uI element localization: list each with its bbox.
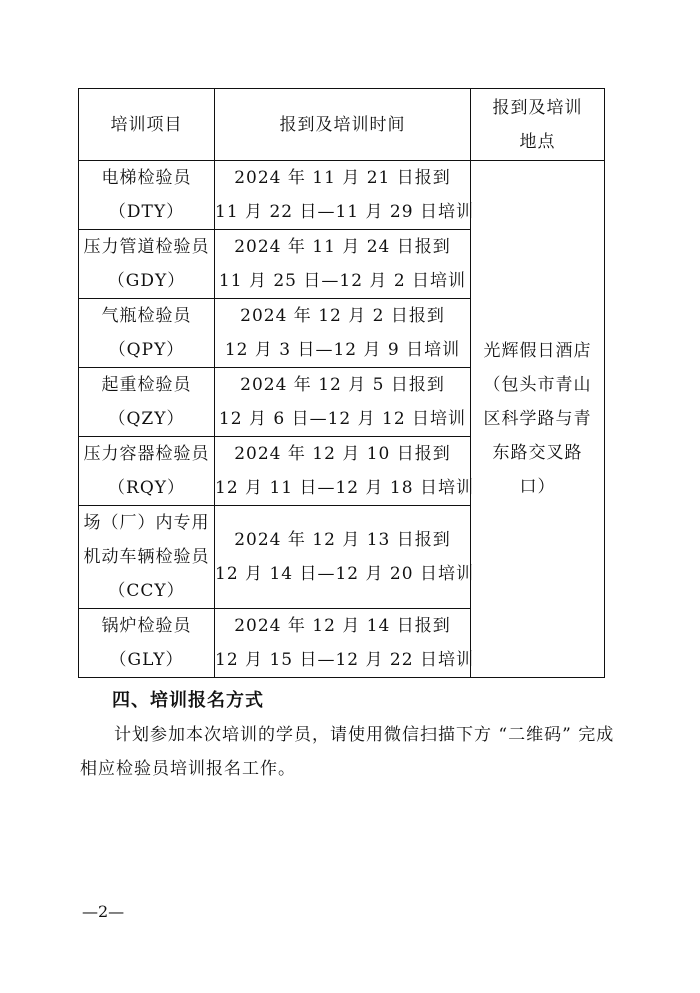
training-item-line: （CCY） xyxy=(108,581,185,601)
training-item-line: 电梯检验员 xyxy=(101,168,192,188)
training-item-line: （DTY） xyxy=(108,202,185,222)
training-item-line: 机动车辆检验员 xyxy=(83,547,210,567)
section-heading: 四、培训报名方式 xyxy=(112,690,264,711)
cell-training-item xyxy=(79,368,215,437)
training-item-line: 气瓶检验员 xyxy=(101,306,192,326)
training-item-line: 压力容器检验员 xyxy=(83,444,210,464)
header-time: 报到及培训时间 xyxy=(215,89,471,161)
cell-schedule-time xyxy=(215,609,474,678)
cell-schedule-time xyxy=(215,368,471,437)
schedule-time-line: 12 月 15 日—12 月 22 日培训 xyxy=(215,650,474,670)
section-paragraph: 计划参加本次培训的学员，请使用微信扫描下方 “二维码” 完成相应检验员培训报名工作。 xyxy=(80,725,615,779)
schedule-time-line: 2024 年 12 月 13 日报到 xyxy=(234,530,451,550)
header-item: 培训项目 xyxy=(79,89,215,161)
cell-location xyxy=(471,161,605,678)
cell-schedule-time xyxy=(215,299,471,368)
cell-training-item xyxy=(79,506,215,609)
training-schedule-table xyxy=(78,88,605,678)
schedule-time-line: 12 月 11 日—12 月 18 日培训 xyxy=(215,478,474,498)
schedule-body xyxy=(79,89,605,678)
training-item-line: （QPY） xyxy=(108,340,185,360)
cell-training-item xyxy=(79,437,215,506)
header-location-line1: 报到及培训 xyxy=(492,97,583,118)
schedule-time-line: 2024 年 11 月 21 日报到 xyxy=(234,168,451,188)
training-item-line: （GLY） xyxy=(109,650,184,670)
training-item-line: 起重检验员 xyxy=(101,375,192,395)
schedule-time-line: 2024 年 12 月 2 日报到 xyxy=(240,306,445,326)
training-item-line: 场（厂）内专用 xyxy=(83,513,210,533)
location-text: 光辉假日酒店（包头市青山区科学路与青东路交叉路口） xyxy=(483,341,592,497)
schedule-time-line: 12 月 3 日—12 月 9 日培训 xyxy=(224,340,461,360)
training-item-line: （QZY） xyxy=(108,409,185,429)
cell-schedule-time xyxy=(215,506,474,609)
cell-training-item xyxy=(79,230,215,299)
schedule-time-line: 2024 年 12 月 10 日报到 xyxy=(234,444,451,464)
training-item-line: 压力管道检验员 xyxy=(83,237,210,257)
cell-schedule-time xyxy=(215,161,474,230)
cell-schedule-time xyxy=(215,437,474,506)
schedule-time-line: 12 月 6 日—12 月 12 日培训 xyxy=(218,409,467,429)
schedule-time-line: 2024 年 11 月 24 日报到 xyxy=(234,237,451,257)
schedule-time-line: 12 月 14 日—12 月 20 日培训 xyxy=(215,564,474,584)
cell-training-item xyxy=(79,161,215,230)
schedule-time-line: 11 月 25 日—12 月 2 日培训 xyxy=(218,271,467,291)
cell-training-item xyxy=(79,609,215,678)
training-item-line: 锅炉检验员 xyxy=(101,616,192,636)
header-location xyxy=(471,89,605,161)
schedule-time-line: 2024 年 12 月 5 日报到 xyxy=(240,375,445,395)
header-location-line2: 地点 xyxy=(519,131,556,152)
training-item-line: （RQY） xyxy=(108,478,185,498)
table-row xyxy=(79,161,605,230)
page-number: —2— xyxy=(82,902,125,921)
cell-schedule-time xyxy=(215,230,471,299)
schedule-time-line: 2024 年 12 月 14 日报到 xyxy=(234,616,451,636)
training-item-line: （GDY） xyxy=(107,271,186,291)
table-header-row xyxy=(79,89,605,161)
schedule-time-line: 11 月 22 日—11 月 29 日培训 xyxy=(215,202,474,222)
cell-training-item xyxy=(79,299,215,368)
